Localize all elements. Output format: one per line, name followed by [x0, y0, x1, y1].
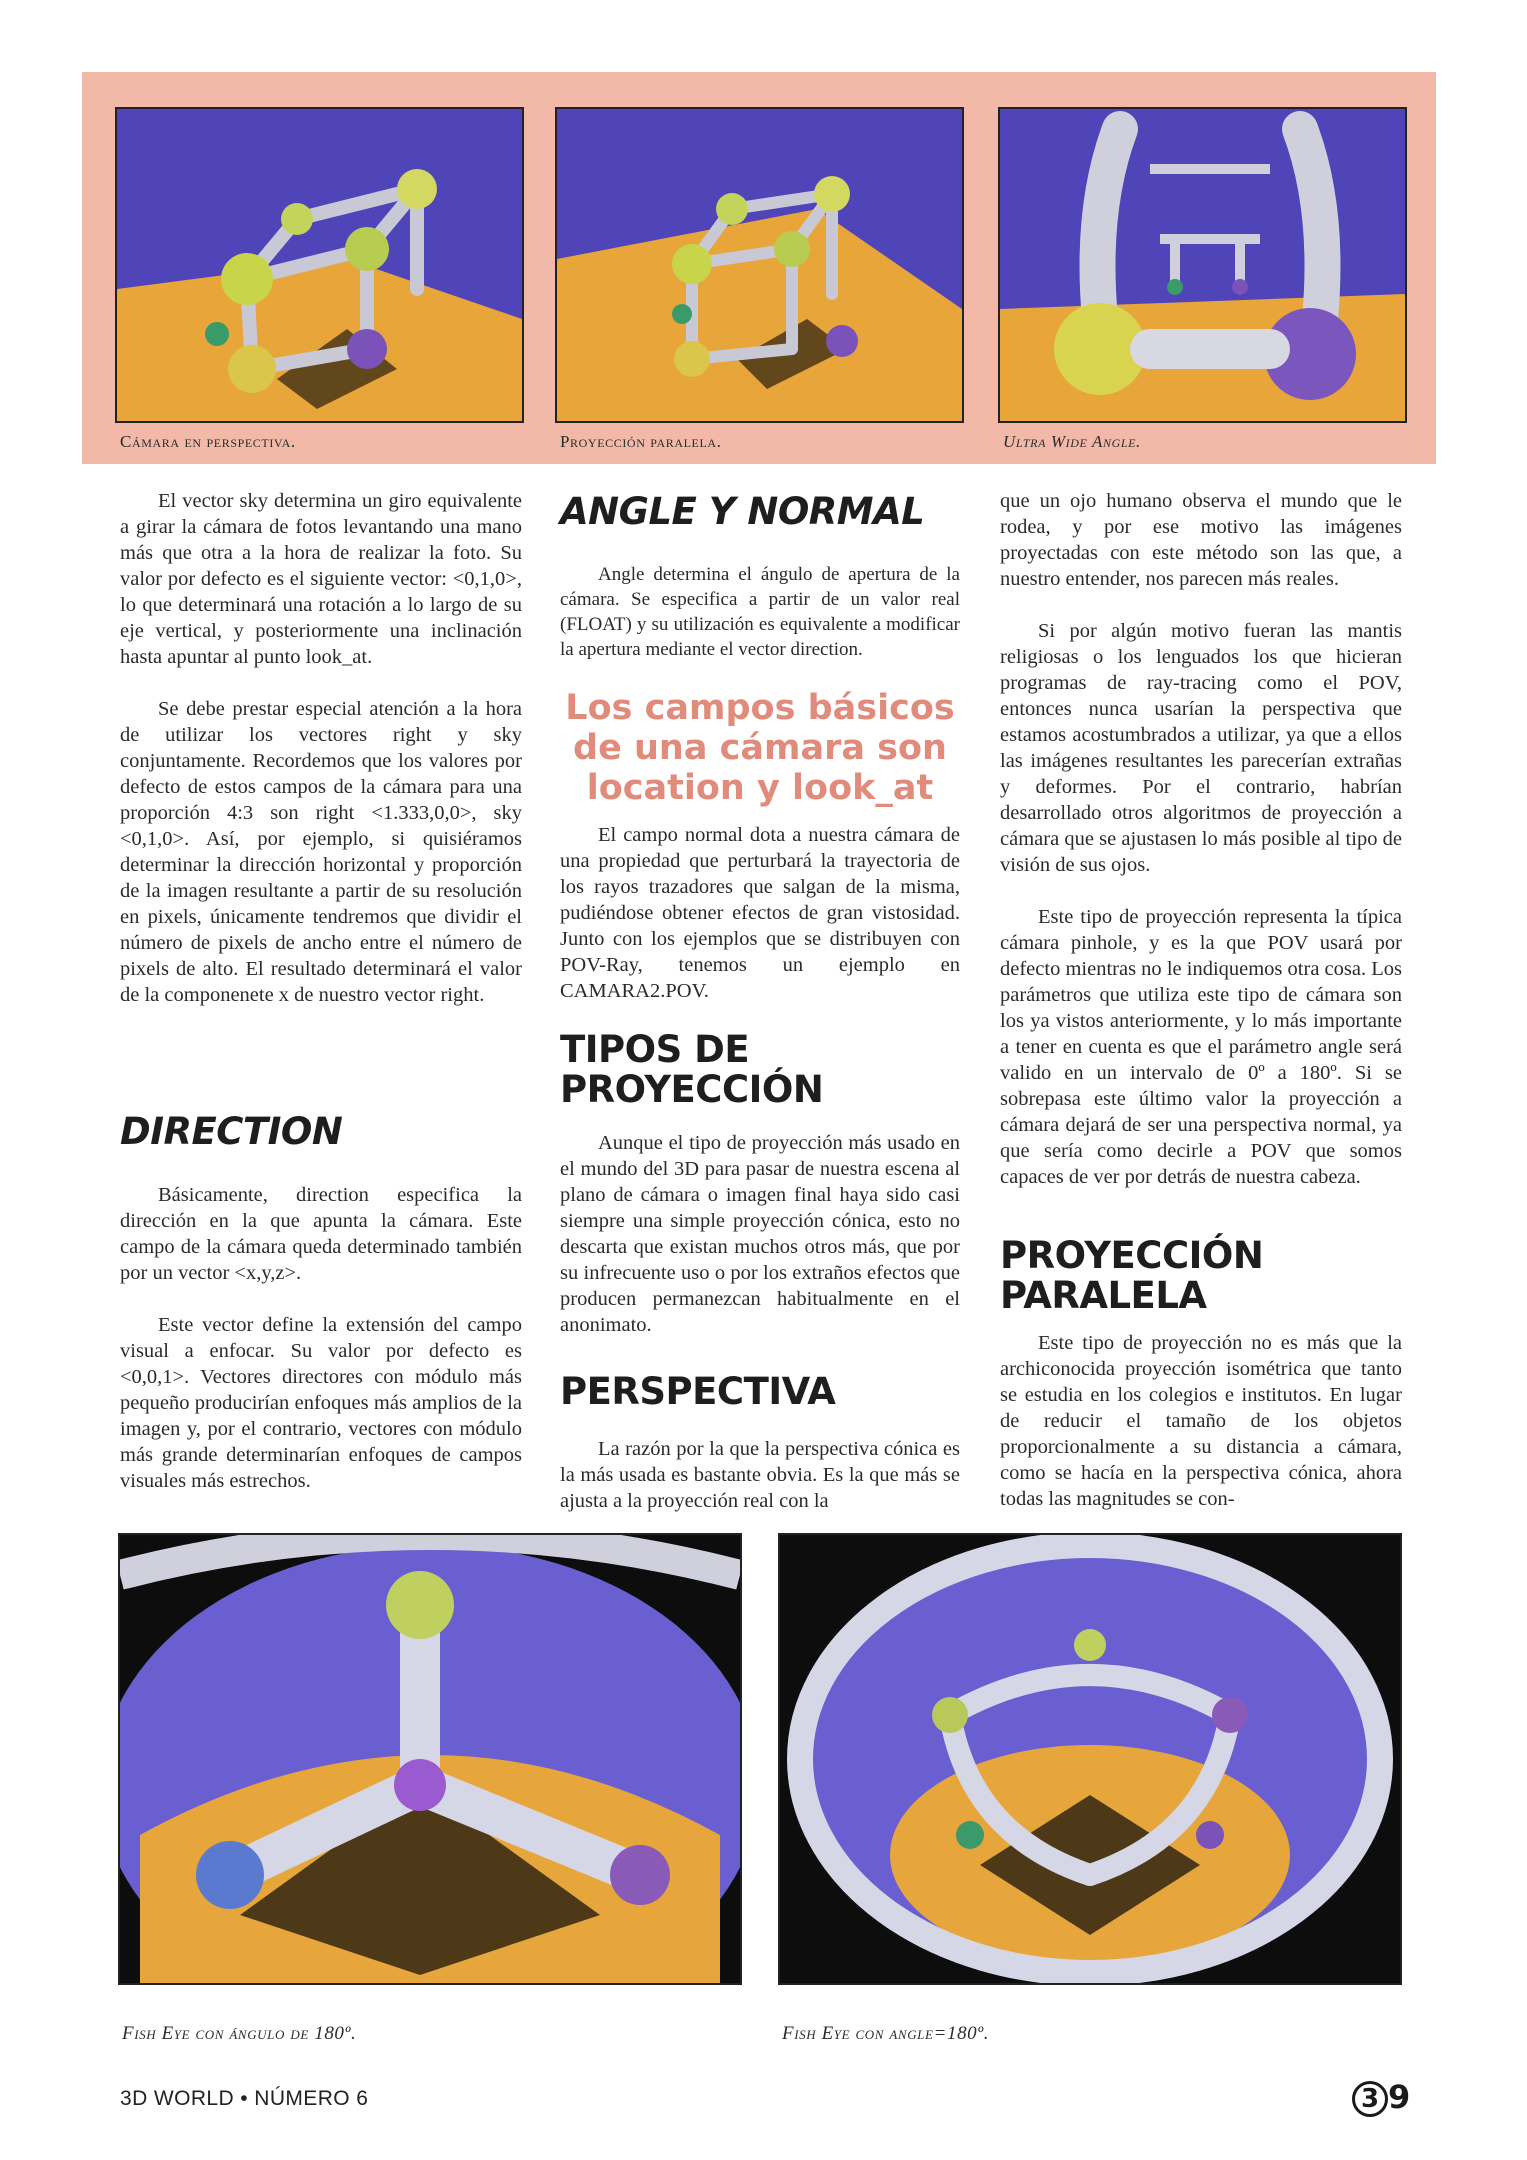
paragraph-angle: Angle determina el ángulo de apertura de la cámara. Se especifica a partir de un valor real (FLOAT) y su utilización es equivalente a modificar la apertura mediante el vector direction.: [560, 564, 960, 660]
pull-quote: Los campos básicos de una cámara son location y look_at: [565, 688, 955, 808]
figure-perspective-camera: [115, 107, 524, 423]
paragraph-tipos: Aunque el tipo de proyección más usado en el mundo del 3D para pasar de nuestra escena al plano de cámara o imagen final haya sido casi siempre una simple proyección cónica, esto no descarta que existan muchos otros más, que por su infrecuente uso o por los extraños efectos que producen permanezcan habitualmente en el anonimato.: [560, 1132, 960, 1336]
paragraph-mantis: Si por algún motivo fueran las mantis religiosas o los lenguados los que hicieran programas de ray-tracing como el POV, entonces nunca usarían la perspectiva que estamos acostumbrados a utilizar, ya que a ellos las imágenes resultantes les parecerían extrañas y deformes. Por el contrario, habrían desarrollado otros algoritmos de proyección a cámara que se ajustasen lo más posible al tipo de visión de sus ojos.: [1000, 620, 1402, 876]
column-3-paralela: [1000, 1330, 1402, 1538]
column-2-angle: [560, 562, 960, 688]
magazine-footer: 3D WORLD • NÚMERO 6: [120, 2087, 369, 2110]
column-2-tipos: [560, 1130, 960, 1364]
paragraph-perspectiva: La razón por la que la perspectiva cónica es la más usada es bastante obvia. Es la que más se ajusta a la proyección real con la: [560, 1438, 960, 1512]
column-2-normal: [560, 822, 960, 1030]
caption-ultra-wide: Ultra Wide Angle.: [1003, 432, 1141, 451]
caption-fisheye-1: Fish Eye con ángulo de 180º.: [122, 2023, 357, 2044]
caption-fisheye-2: Fish Eye con angle=180º.: [782, 2023, 990, 2044]
paragraph-ojo: que un ojo humano observa el mundo que le rodea, y por ese motivo las imágenes proyectadas con este método son las que, a nuestro entender, nos parecen más reales.: [1000, 490, 1402, 590]
paragraph-paralela: Este tipo de proyección no es más que la archiconocida proyección isométrica que tanto se estudia en los colegios e institutos. En lugar de reducir el tamaño de los objetos proporcionalmente a su distancia a cámara, como se hacía en la perspectiva cónica, ahora todas las magnitudes se con-: [1000, 1332, 1402, 1510]
paragraph-pinhole: Este tipo de proyección representa la típica cámara pinhole, y es la que POV usará por defecto mientras no le indiquemos otra cosa. Los parámetros que utiliza este tipo de cámara son los ya vistos anteriormente, y lo más importante a tener en cuenta es que el parámetro angle será valido en un intervalo de 0º a 180º. Si se sobrepasa este último valor la proyección a cámara dejará de ser una perspectiva normal, ya que sería como decirle a POV que somos capaces de ver por detrás de nuestra cabeza.: [1000, 906, 1402, 1188]
figure-fisheye-1: [118, 1533, 742, 1985]
column-2-perspectiva: [560, 1436, 960, 1540]
figure-parallel-projection: [555, 107, 964, 423]
paragraph-direction: Básicamente, direction especifica la dirección en la que apunta la cámara. Este campo de la cámara queda determinado también por un vector <x,y,z>.: [120, 1184, 522, 1284]
caption-parallel: Proyección paralela.: [560, 432, 722, 451]
heading-direction: DIRECTION: [120, 1110, 343, 1153]
page-number: [1352, 2078, 1410, 2117]
column-1-lower: [120, 1182, 522, 1520]
figure-fisheye-2: [778, 1533, 1402, 1985]
caption-perspective: Cámara en perspectiva.: [120, 432, 296, 451]
heading-tipos-proyeccion: TIPOS DE PROYECCIÓN: [560, 1028, 824, 1111]
paragraph-right-sky: Se debe prestar especial atención a la hora de utilizar los vectores right y sky conjuntamente. Recordemos que los valores por defecto de estos campos de la cámara para una proporción 4:3 son right <1.333,0,0>, sky <0,1,0>. Así, por ejemplo, si quisiéramos determinar la dirección horizontal y proporción de la imagen resultante a partir de su resolución en pixels, únicamente tendremos que dividir el número de pixels de ancho entre el número de pixels de alto. El resultado determinará el valor de la componenete x de nuestro vector right.: [120, 698, 522, 1006]
page-number-circled-digit: 3: [1352, 2081, 1388, 2117]
paragraph-normal: El campo normal dota a nuestra cámara de una propiedad que perturbará la trayectoria de los rayos trazadores que salgan de la misma, pudiéndose obtener efectos de gran vistosidad. Junto con los ejemplos que se distribuyen con POV-Ray, tenemos un ejemplo en CAMARA2.POV.: [560, 824, 960, 1002]
column-3: [1000, 488, 1402, 1216]
heading-proyeccion-paralela: PROYECCIÓN PARALELA: [1000, 1234, 1264, 1317]
paragraph-sky: El vector sky determina un giro equivalente a girar la cámara de fotos levantando una mano más que otra a la hora de realizar la foto. Su valor por defecto es el siguiente vector: <0,1,0>, lo que determinará una rotación a lo largo de su eje vertical, y posteriormente una inclinación hasta apuntar al punto look_at.: [120, 490, 522, 668]
figure-ultra-wide-angle: [998, 107, 1407, 423]
page-number-digit: 9: [1388, 2078, 1411, 2116]
column-1: [120, 488, 522, 1034]
heading-perspectiva: PERSPECTIVA: [560, 1370, 836, 1413]
heading-angle-normal: ANGLE Y NORMAL: [560, 490, 925, 533]
paragraph-vector: Este vector define la extensión del campo visual a enfocar. Su valor por defecto es <0,0,1>. Vectores directores con módulo más pequeño producirían enfoques más amplios de la imagen y, por el contrario, vectores con módulo más grande determinarían enfoques de campos visuales más estrechos.: [120, 1314, 522, 1492]
